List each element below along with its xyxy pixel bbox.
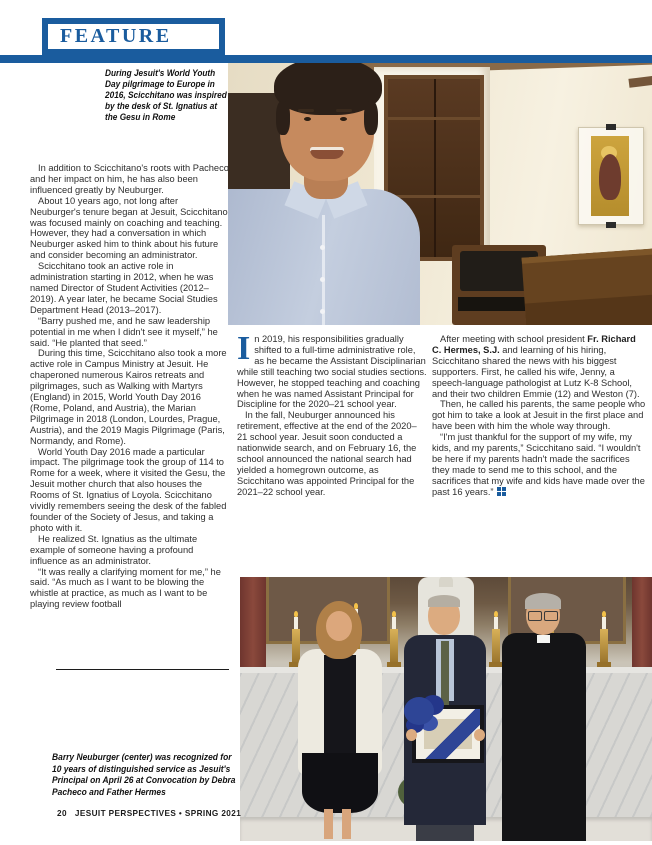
icon-figure (599, 154, 621, 200)
person-neuburger (404, 597, 494, 841)
paragraph: In the fall, Neuburger announced his retirement, effective at the end of the 2020–21 school year. Jesuit soon conducted a nationwide search, and on February 16, the school announced the national search had yielded a homegrown outcome, as Scicchitano was appointed Principal for the 2021–22 school year. (237, 410, 417, 497)
priest-collar (537, 635, 550, 643)
glass-clamp (606, 222, 616, 228)
man-hand (406, 729, 417, 741)
candlestick (390, 629, 398, 665)
woman-face (326, 611, 352, 641)
man-shirt (228, 189, 420, 325)
award-bow (404, 697, 434, 725)
desk-of-st-ignatius (522, 248, 652, 325)
man-hair-side (276, 101, 290, 135)
shutter-divider (434, 79, 436, 257)
shirt-button (320, 277, 325, 282)
amdg-end-mark-icon (497, 487, 506, 496)
paragraph-text: “I'm just thankful for the support of my wife, my kids, and my parents,” Scicchitano said. “I wouldn't be here if my parents hadn't made the sacrifices they made to send me to this school, and the sacrifices that my wife and kids have made over the past 16 years.” (432, 432, 645, 497)
paragraph: About 10 years ago, not long after Neuburger's tenure began at Jesuit, Scicchitano was focused mainly on coaching and teaching. However, they had a conversation in which Neuburger asked him to think about his future and consider becoming an administrator. (30, 195, 228, 261)
woman-leg (324, 809, 333, 839)
person-woman (298, 601, 388, 841)
tabernacle-finial (439, 577, 453, 587)
man-hair (428, 595, 460, 607)
page-footer (57, 809, 241, 818)
man-trousers (416, 825, 474, 841)
president-name: Fr. Richard C. Hermes, S.J. (432, 334, 636, 355)
candle-flame (602, 611, 606, 617)
candle-flame (494, 611, 498, 617)
man-smile (310, 147, 344, 159)
paragraph: “It was really a clarifying moment for me,” he said. “As much as I want to be blowing the whistle at practice, as much as I want to be playing review football (30, 566, 221, 610)
shirt-button (320, 309, 325, 314)
priest-cassock (502, 633, 586, 841)
man-hair-side (364, 101, 378, 135)
paragraph (432, 334, 646, 399)
paragraph: During this time, Scicchitano also took a more active role in Campus Ministry at Jesuit. He chaperoned numerous Kairos retreats and pilgrimages, such as Walking with Martyrs (England) in 2015, World Youth Day 2016 (Rome, Poland, and Austria), the Marian Pilgrimage in 2018 (London, Lourdes, Prague, Austria), and the 2019 Magis Pilgrimage (Paris, Normandy, and Rome). (30, 348, 227, 446)
paragraph-text: and learning of his hiring, Scicchitano shared the news with his biggest supporters. First, he called his wife, Jenny, a speech-language pathologist at Lutz K-8 School, and their two children Emmie (12) and Weston (7). (432, 344, 640, 399)
publication-title: JESUIT PERSPECTIVES • SPRING 2021 (74, 809, 242, 818)
section-banner (42, 18, 225, 55)
glasses-lens (544, 611, 558, 621)
candle-flame (392, 611, 396, 617)
article-column-right (432, 334, 646, 498)
shutter-rail (388, 195, 480, 198)
header-rule-bar (0, 55, 652, 63)
man-eyebrow (336, 109, 352, 112)
paragraph: “Barry pushed me, and he saw leadership potential in me when I didn't see it myself,” he said. “He planted that seed.” (30, 315, 218, 348)
glass-clamp (606, 124, 616, 130)
man-eye (340, 117, 347, 121)
column-end-divider (56, 669, 229, 670)
man-eye (304, 117, 311, 121)
paragraph-text: After meeting with school president (440, 334, 588, 344)
paragraph-text: n 2019, his responsibilities gradually shifted to a full-time administrative role, as he became the Assistant Disciplinarian while still teaching two social studies sections. However, he stopped teaching and coaching when he was named Assistant Principal for Discipline for the 2020–21 school year. (237, 334, 427, 410)
paragraph: He realized St. Ignatius as the ultimate example of someone having a profound influence as an administrator. (30, 533, 198, 566)
priest-hair (525, 593, 561, 609)
man-hand (474, 729, 485, 741)
paragraph: In addition to Scicchitano's roots with Pacheco and her impact on him, he has also been influenced greatly by Neuburger. (30, 163, 229, 195)
paragraph: Scicchitano took an active role in administration starting in 2012, when he was named Director of Student Activities (2012–2019). A year later, he became Social Studies Department Head (2013–2017). (30, 261, 218, 315)
man-tie (441, 641, 449, 705)
drop-cap: I (237, 330, 251, 367)
photo-caption-top: During Jesuit's World Youth Day pilgrimage to Europe in 2016, Scicchitano was inspired by the desk of St. Ignatius at the Gesu in Rome (105, 68, 227, 122)
photo-award-ceremony (240, 577, 652, 841)
paragraph: World Youth Day 2016 made a particular impact. The pilgrimage took the group of 114 to Rome for a week, where it visited the Gesu, the Jesuit mother church that also houses the Rooms of St. Ignatius of Loyola. Scicchitano vividly remembers seeing the desk of the fabled founder of the Society of Jesus, and taking a photo with it. (30, 446, 227, 533)
glasses-lens (528, 611, 542, 621)
candlestick (600, 629, 608, 665)
section-label: FEATURE (60, 25, 172, 47)
paragraph (432, 432, 646, 497)
woman-leg (342, 809, 351, 839)
article-column-middle (237, 330, 427, 498)
shirt-button (320, 245, 325, 250)
page-number: 20 (57, 809, 67, 818)
person-priest (502, 593, 592, 841)
icon-glass-case (578, 127, 644, 225)
photo-caption-bottom: Barry Neuburger (center) was recognized for 10 years of distinguished service as Jesuit's Principal on April 26 at Convocation by Debra Pacheco and Father Hermes (52, 752, 236, 797)
madonna-icon (591, 136, 629, 216)
woman-skirt (302, 753, 378, 813)
ceiling-beam (628, 63, 652, 88)
man-eyebrow (298, 109, 314, 112)
shutter-rail (388, 117, 480, 120)
paragraph-dropcap (237, 330, 427, 410)
article-column-left (30, 163, 230, 610)
photo-scicchitano-gesu (228, 63, 652, 325)
paragraph: Then, he called his parents, the same people who got him to take a look at Jesuit in the first place and have been with him the whole way through. (432, 399, 646, 432)
